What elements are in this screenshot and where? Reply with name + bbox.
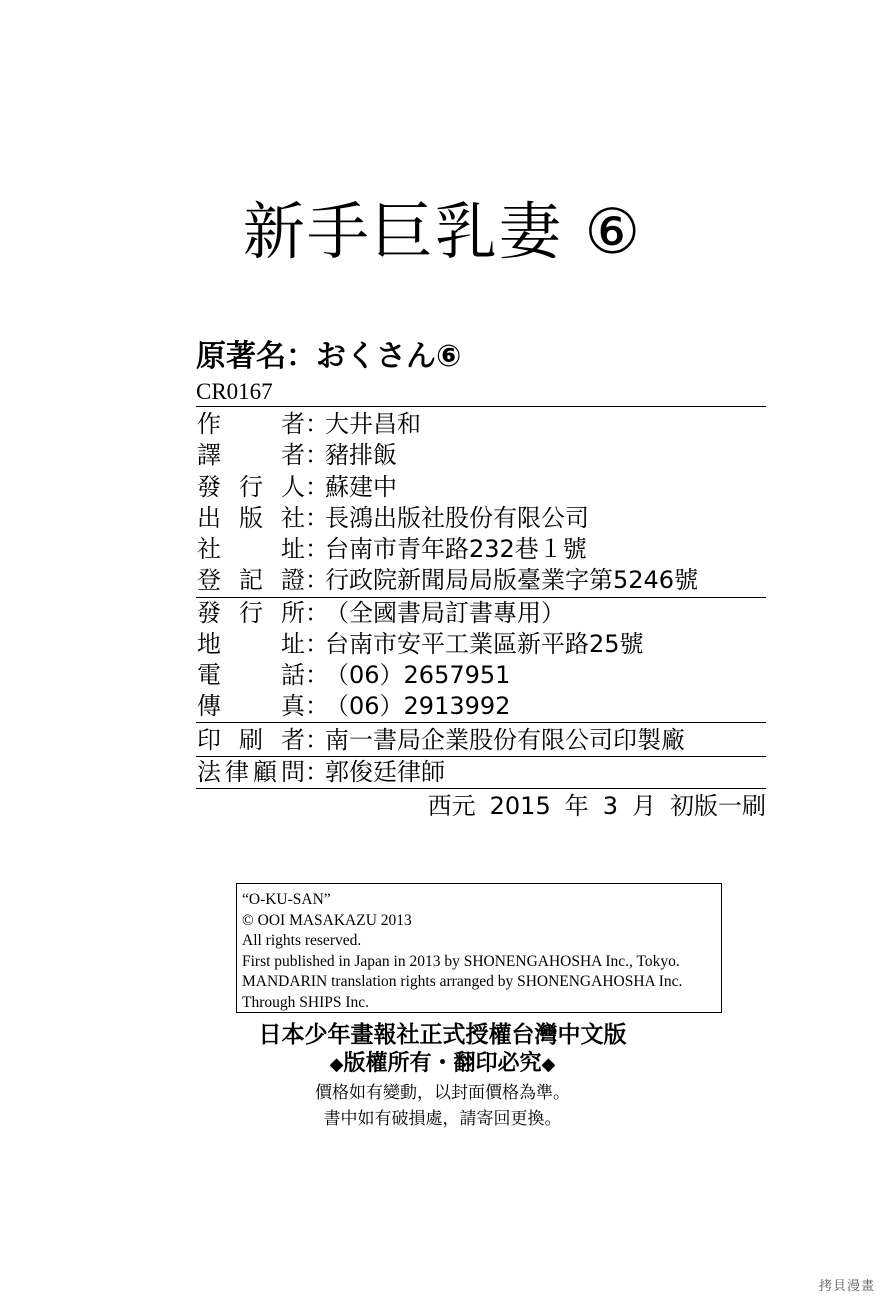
catalog-code: CR0167 <box>196 379 273 404</box>
copyright-box <box>236 883 722 1013</box>
credit-label: 電話 <box>197 661 305 689</box>
credit-label: 地址 <box>197 630 305 658</box>
credit-value: 郭俊廷律師 <box>325 758 445 786</box>
credit-value: 台南市青年路232巷１號 <box>325 535 587 563</box>
credit-value: 長鴻出版社股份有限公司 <box>325 504 589 532</box>
copyright-line: First published in Japan in 2013 by SHONENGAHOSHA Inc., Tokyo. <box>242 952 680 970</box>
rights-statement: ◆版權所有・翻印必究◆ <box>329 1051 556 1076</box>
credit-label: 發行所 <box>197 599 305 627</box>
credit-label: 印刷者 <box>197 726 305 754</box>
credit-label: 社址 <box>197 535 305 563</box>
diamond-icon: ◆ <box>329 1054 344 1075</box>
credit-row-address: 社址：台南市青年路232巷１號 <box>197 535 587 563</box>
credit-value: 行政院新聞局局版臺業字第5246號 <box>325 566 699 594</box>
divider-line <box>196 788 766 789</box>
credit-value: 南一書局企業股份有限公司印製廠 <box>325 726 685 754</box>
copyright-line: “O-KU-SAN” <box>242 891 331 908</box>
publication-date: 西元 2015 年 3 月 初版一刷 <box>427 792 766 820</box>
credit-row-distributor-address: 地址：台南市安平工業區新平路25號 <box>197 630 644 658</box>
original-title-value: おくさん⑥ <box>316 339 462 374</box>
credit-row-fax: 傳真：（06）2913992 <box>197 692 511 720</box>
credit-label: 發行人 <box>197 473 305 501</box>
copyright-line: MANDARIN translation rights arranged by SHONENGAHOSHA Inc. <box>242 973 683 990</box>
price-notice: 價格如有變動，以封面價格為準。 <box>315 1083 570 1103</box>
credit-label: 出版社 <box>197 504 305 532</box>
book-title: 新手巨乳妻 ⑥ <box>242 195 643 268</box>
license-statement: 日本少年畫報社正式授權台灣中文版 <box>258 1022 627 1048</box>
credit-row-legal-advisor: 法律顧問：郭俊廷律師 <box>197 758 445 786</box>
credit-row-phone: 電話：（06）2657951 <box>197 661 511 689</box>
credit-row-printer: 印刷者：南一書局企業股份有限公司印製廠 <box>197 726 685 754</box>
diamond-icon: ◆ <box>541 1054 556 1075</box>
credit-row-distributor: 發行所：（全國書局訂書專用） <box>197 599 565 627</box>
divider-line <box>196 406 766 407</box>
credit-value: 台南市安平工業區新平路25號 <box>325 630 644 658</box>
divider-line <box>196 722 766 723</box>
credit-label: 譯者 <box>197 441 305 469</box>
copyright-line: Through SHIPS Inc. <box>242 993 370 1011</box>
copyright-line: © OOI MASAKAZU 2013 <box>242 911 412 929</box>
credit-row-translator: 譯者：豬排飯 <box>197 441 397 469</box>
copyright-line: All rights reserved. <box>242 932 362 949</box>
credit-row-publisher: 出版社：長鴻出版社股份有限公司 <box>197 504 589 532</box>
credit-row-author: 作者：大井昌和 <box>197 410 421 438</box>
credit-label: 作者 <box>197 410 305 438</box>
credit-value: 豬排飯 <box>325 441 397 469</box>
credit-value: 大井昌和 <box>325 410 421 438</box>
credit-label: 法律顧問 <box>197 758 305 786</box>
original-title <box>196 336 461 378</box>
credit-label: 傳真 <box>197 692 305 720</box>
credit-value: （全國書局訂書專用） <box>325 599 565 627</box>
credit-value: 蘇建中 <box>325 473 397 501</box>
original-title-label: 原著名： <box>196 339 316 374</box>
credit-value: （06）2913992 <box>325 692 511 720</box>
credit-label: 登記證 <box>197 566 305 594</box>
credit-row-publisher-person: 發行人：蘇建中 <box>197 473 397 501</box>
credit-value: （06）2657951 <box>325 661 511 689</box>
watermark: 拷貝漫畫 <box>818 1279 875 1294</box>
credit-row-registration: 登記證：行政院新聞局局版臺業字第5246號 <box>197 566 699 594</box>
damage-notice: 書中如有破損處，請寄回更換。 <box>323 1109 562 1129</box>
